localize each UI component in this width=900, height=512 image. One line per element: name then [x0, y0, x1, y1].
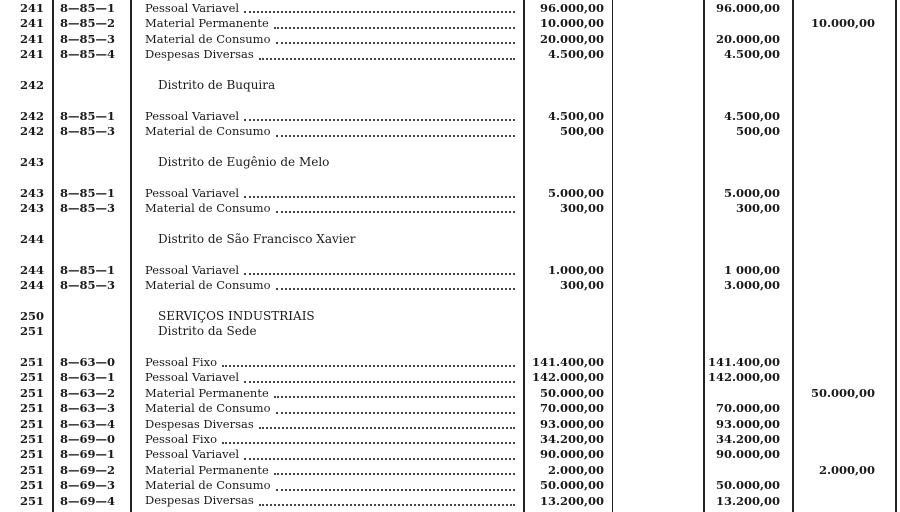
line-number: 251	[19, 462, 44, 477]
table-row	[0, 432, 900, 447]
amount: 4.500,00	[547, 47, 604, 62]
dot-leader	[259, 427, 515, 429]
account-code: 8—85—1	[60, 108, 116, 123]
account-code: 8—85—3	[60, 124, 116, 139]
section-heading: Distrito de Buquira	[158, 77, 276, 92]
line-number: 241	[19, 16, 44, 31]
blank-line	[0, 216, 900, 231]
section-heading-row	[0, 155, 900, 170]
amount: 300,00	[559, 201, 604, 216]
account-code: 8—69—1	[60, 447, 116, 462]
description: Pessoal Variavel	[145, 0, 240, 15]
amount-column-2: 90.000,00	[715, 447, 780, 462]
table-row	[0, 124, 900, 139]
table-row	[0, 201, 900, 216]
description: Material Permanente	[145, 385, 269, 400]
amount: 93.000,00	[539, 416, 604, 431]
account-code: 8—63—0	[60, 354, 116, 369]
description-cell	[145, 16, 515, 31]
description: Pessoal Fixo	[145, 431, 218, 446]
section-heading: Distrito de Eugênio de Melo	[158, 154, 330, 169]
account-code: 8—69—0	[60, 431, 116, 446]
amount: 4.500,00	[547, 108, 604, 123]
amount: 50.000,00	[539, 385, 604, 400]
dot-leader	[276, 288, 515, 290]
dot-leader	[259, 58, 515, 60]
amount-column-2: 500,00	[735, 124, 780, 139]
line-number: 243	[19, 185, 44, 200]
dot-leader	[259, 504, 515, 506]
amount: 5.000,00	[547, 185, 604, 200]
dot-leader	[244, 196, 515, 198]
line-number: 251	[19, 401, 44, 416]
amount: 142.000,00	[531, 370, 604, 385]
amount-column-2: 70.000,00	[715, 401, 780, 416]
account-code: 8—85—4	[60, 47, 116, 62]
section-heading: SERVIÇOS INDUSTRIAIS	[158, 308, 315, 323]
line-number: 251	[19, 447, 44, 462]
account-code: 8—63—3	[60, 401, 116, 416]
section-heading: Distrito de São Francisco Xavier	[158, 231, 356, 246]
amount-column-3: 10.000,00	[810, 16, 875, 31]
section-heading-row	[0, 232, 900, 247]
amount-column-2: 96.000,00	[715, 1, 780, 15]
dot-leader	[276, 211, 515, 213]
description-cell	[145, 417, 515, 432]
dot-leader	[274, 473, 515, 475]
account-code: 8—69—2	[60, 462, 116, 477]
description-cell	[145, 463, 515, 478]
amount: 141.400,00	[531, 354, 604, 369]
amount-column-2: 142.000,00	[707, 370, 780, 385]
line-number: 243	[19, 154, 44, 169]
amount: 96.000,00	[539, 1, 604, 15]
line-number: 244	[19, 262, 44, 277]
amount-column-2: 141.400,00	[707, 354, 780, 369]
amount-column-2: 50.000,00	[715, 478, 780, 493]
table-row	[0, 16, 900, 31]
table-row	[0, 109, 900, 124]
amount: 34.200,00	[539, 431, 604, 446]
line-number: 242	[19, 124, 44, 139]
table-row	[0, 278, 900, 293]
line-number: 242	[19, 77, 44, 92]
amount: 70.000,00	[539, 401, 604, 416]
line-number: 241	[19, 1, 44, 15]
account-code: 8—85—1	[60, 262, 116, 277]
table-row	[0, 478, 900, 493]
table-row	[0, 494, 900, 509]
line-number: 251	[19, 431, 44, 446]
line-number: 251	[19, 416, 44, 431]
description: Material de Consumo	[145, 278, 271, 293]
amount-column-2: 1 000,00	[723, 262, 780, 277]
dot-leader	[274, 27, 515, 29]
dot-leader	[222, 442, 515, 444]
description: Pessoal Variavel	[145, 262, 240, 277]
table-row	[0, 355, 900, 370]
description: Pessoal Variavel	[145, 108, 240, 123]
description: Material de Consumo	[145, 31, 271, 46]
description: Pessoal Variavel	[145, 370, 240, 385]
account-code: 8—69—3	[60, 478, 116, 493]
description-cell	[145, 1, 515, 16]
line-number: 250	[19, 308, 44, 323]
table-row	[0, 447, 900, 462]
blank-line	[0, 340, 900, 355]
line-number: 241	[19, 31, 44, 46]
description: Material Permanente	[145, 16, 269, 31]
blank-line	[0, 63, 900, 78]
line-number: 251	[19, 324, 44, 339]
amount-column-2: 4.500,00	[723, 47, 780, 62]
table-row	[0, 401, 900, 416]
description: Material de Consumo	[145, 478, 271, 493]
amount-column-2: 93.000,00	[715, 416, 780, 431]
account-code: 8—85—1	[60, 1, 116, 15]
table-row	[0, 463, 900, 478]
description: Pessoal Variavel	[145, 447, 240, 462]
budget-table	[0, 1, 900, 509]
account-code: 8—85—3	[60, 278, 116, 293]
amount-column-2: 13.200,00	[715, 493, 780, 508]
line-number: 242	[19, 108, 44, 123]
dot-leader	[244, 11, 515, 13]
dot-leader	[274, 396, 515, 398]
blank-line	[0, 247, 900, 262]
dot-leader	[276, 412, 515, 414]
blank-line	[0, 293, 900, 308]
section-heading-row	[0, 309, 900, 324]
account-code: 8—85—2	[60, 16, 116, 31]
amount: 300,00	[559, 278, 604, 293]
description: Material de Consumo	[145, 124, 271, 139]
line-number: 251	[19, 385, 44, 400]
description-cell	[145, 278, 515, 293]
table-row	[0, 47, 900, 62]
dot-leader	[244, 119, 515, 121]
blank-line	[0, 93, 900, 108]
section-heading: Distrito da Sede	[158, 324, 257, 339]
description: Pessoal Fixo	[145, 354, 218, 369]
description-cell	[145, 370, 515, 385]
description: Despesas Diversas	[145, 416, 254, 431]
amount: 1.000,00	[547, 262, 604, 277]
account-code: 8—85—3	[60, 201, 116, 216]
line-number: 243	[19, 201, 44, 216]
blank-line	[0, 140, 900, 155]
description: Material de Consumo	[145, 201, 271, 216]
amount: 90.000,00	[539, 447, 604, 462]
section-heading-row	[0, 324, 900, 339]
table-row	[0, 32, 900, 47]
amount: 2.000,00	[547, 462, 604, 477]
line-number: 251	[19, 354, 44, 369]
line-number: 251	[19, 478, 44, 493]
account-code: 8—85—1	[60, 185, 116, 200]
amount-column-2: 300,00	[735, 201, 780, 216]
table-row	[0, 370, 900, 385]
dot-leader	[276, 42, 515, 44]
amount-column-3: 50.000,00	[810, 385, 875, 400]
line-number: 251	[19, 493, 44, 508]
line-number: 244	[19, 231, 44, 246]
account-code: 8—63—1	[60, 370, 116, 385]
amount-column-2: 34.200,00	[715, 431, 780, 446]
account-code: 8—69—4	[60, 493, 116, 508]
table-row	[0, 386, 900, 401]
amount-column-2: 4.500,00	[723, 108, 780, 123]
account-code: 8—63—4	[60, 416, 116, 431]
amount: 500,00	[559, 124, 604, 139]
dot-leader	[244, 273, 515, 275]
description-cell	[145, 47, 515, 62]
amount: 50.000,00	[539, 478, 604, 493]
description-cell	[145, 494, 515, 509]
amount-column-2: 20.000,00	[715, 31, 780, 46]
amount: 13.200,00	[539, 493, 604, 508]
account-code: 8—85—3	[60, 31, 116, 46]
amount: 20.000,00	[539, 31, 604, 46]
description-cell	[145, 201, 515, 216]
blank-line	[0, 170, 900, 185]
description-cell	[145, 478, 515, 493]
description-cell	[145, 355, 515, 370]
account-code: 8—63—2	[60, 385, 116, 400]
table-row	[0, 263, 900, 278]
description: Material de Consumo	[145, 401, 271, 416]
description: Despesas Diversas	[145, 47, 254, 62]
amount-column-3: 2.000,00	[818, 462, 875, 477]
line-number: 241	[19, 47, 44, 62]
amount-column-2: 3.000,00	[723, 278, 780, 293]
description-cell	[145, 263, 515, 278]
description-cell	[145, 432, 515, 447]
description-cell	[145, 447, 515, 462]
table-row	[0, 186, 900, 201]
line-number: 251	[19, 370, 44, 385]
table-row	[0, 1, 900, 16]
description-cell	[145, 109, 515, 124]
amount-column-2: 5.000,00	[723, 185, 780, 200]
description-cell	[145, 401, 515, 416]
description-cell	[145, 386, 515, 401]
dot-leader	[276, 135, 515, 137]
description: Pessoal Variavel	[145, 185, 240, 200]
description-cell	[145, 32, 515, 47]
table-row	[0, 417, 900, 432]
dot-leader	[244, 381, 515, 383]
description: Despesas Diversas	[145, 493, 254, 508]
section-heading-row	[0, 78, 900, 93]
line-number: 244	[19, 278, 44, 293]
dot-leader	[276, 489, 515, 491]
description-cell	[145, 186, 515, 201]
dot-leader	[244, 458, 515, 460]
description: Material Permanente	[145, 462, 269, 477]
description-cell	[145, 124, 515, 139]
dot-leader	[222, 365, 515, 367]
amount: 10.000,00	[539, 16, 604, 31]
